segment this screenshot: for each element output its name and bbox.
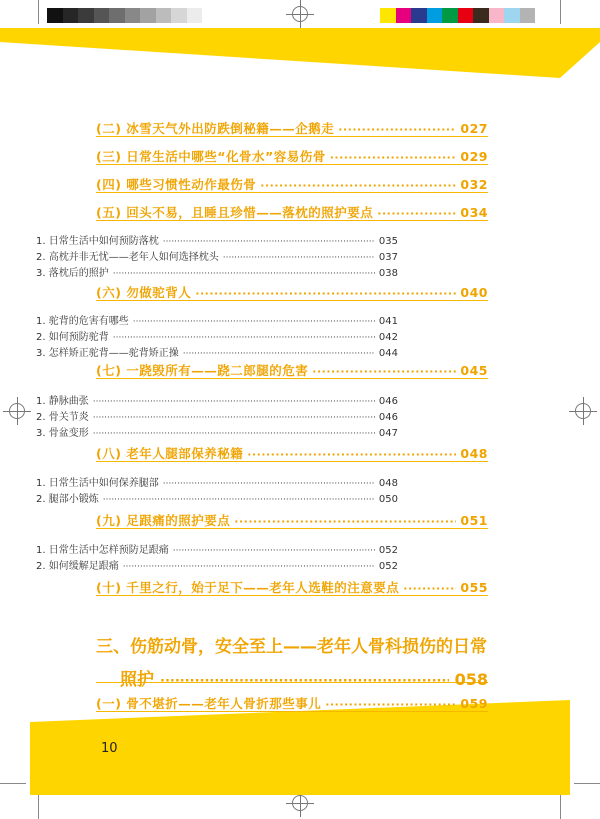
leader-dots [195,287,456,300]
toc-section-entry-page-number: 051 [460,513,488,528]
toc-section-entry[interactable] [96,578,488,596]
chapter-page-number: 058 [454,670,488,689]
chapter-title-line2: 照护 [120,670,154,690]
gray-swatch [94,8,110,23]
page-number: 10 [101,741,118,756]
toc-section-entry-page-number: 032 [460,177,488,192]
toc-section-entry-title: (二) 冰雪天气外出防跌倒秘籍——企鹅走 [96,121,335,136]
color-swatch [427,8,443,23]
toc-subsection-entry-title: 3. 骨盆变形 [36,428,89,439]
toc-subsection-entry[interactable] [36,344,398,359]
gray-calibration-bar [47,8,202,23]
leader-dots [93,413,375,423]
toc-section-entry-page-number: 048 [460,446,488,461]
toc-section-entry-title: (六) 勿做驼背人 [96,285,192,300]
leader-dots [234,515,456,528]
toc-section-entry[interactable] [96,694,488,712]
section-divider [96,192,488,193]
toc-subsection-entry-page-number: 048 [378,478,398,489]
toc-section-entry-title: (一) 骨不堪折——老年人骨折那些事儿 [96,696,322,711]
toc-section-entry[interactable] [96,175,488,193]
toc-subsection-entry-page-number: 044 [378,348,398,359]
toc-section-entry-page-number: 040 [460,285,488,300]
toc-section-entry-title: (九) 足跟痛的照护要点 [96,513,231,528]
color-swatch [520,8,536,23]
yellow-footer-band [0,700,600,819]
toc-section-entry[interactable] [96,119,488,137]
leader-dots [403,582,456,595]
toc-subsection-entry[interactable] [36,408,398,423]
toc-subsection-entry-title: 2. 如何缓解足跟痛 [36,561,119,572]
toc-subsection-entry-title: 1. 驼背的危害有哪些 [36,316,129,327]
gray-swatch [156,8,172,23]
crop-mark [560,0,561,24]
toc-section-entry-title: (八) 老年人腿部保养秘籍 [96,446,244,461]
toc-subsection-entry-title: 3. 落枕后的照护 [36,268,109,279]
color-swatch [396,8,412,23]
registration-mark-top [286,0,314,28]
chapter-heading[interactable] [96,632,488,690]
section-divider [96,711,488,712]
section-divider [96,595,488,596]
toc-subsection-entry-title: 2. 高枕并非无忧——老年人如何选择枕头 [36,252,219,263]
toc-section-entry-title: (十) 千里之行，始于足下——老年人选鞋的注意要点 [96,580,400,595]
toc-subsection-entry-title: 1. 日常生活中如何预防落枕 [36,236,159,247]
gray-swatch [47,8,63,23]
section-divider [96,300,488,301]
registration-mark-left [3,397,31,425]
toc-section-entry-page-number: 034 [460,205,488,220]
toc-subsection-entry-title: 2. 骨关节炎 [36,412,89,423]
leader-dots [377,207,456,220]
leader-dots [113,333,375,343]
gray-swatch [187,8,203,23]
gray-swatch [78,8,94,23]
leader-dots [163,479,375,489]
toc-subsection-entry-page-number: 052 [378,561,398,572]
gray-swatch [125,8,141,23]
toc-section-entry-title: (七) 一跷毁所有——跷二郎腿的危害 [96,363,309,378]
toc-section-entry[interactable] [96,203,488,221]
registration-mark-right [569,397,597,425]
section-divider [96,378,488,379]
section-divider [96,461,488,462]
leader-dots [160,674,449,689]
toc-section-entry[interactable] [96,511,488,529]
toc-subsection-entry-title: 2. 如何预防驼背 [36,332,109,343]
toc-subsection-entry-title: 1. 日常生活中如何保养腿部 [36,478,159,489]
toc-section-entry-title: (五) 回头不易，且睡且珍惜——落枕的照护要点 [96,205,374,220]
toc-subsection-entry-page-number: 038 [378,268,398,279]
toc-section-entry[interactable] [96,361,488,379]
toc-section-entry[interactable] [96,147,488,165]
toc-subsection-entry-title: 3. 怎样矫正驼背——驼背矫正操 [36,348,179,359]
toc-subsection-entry[interactable] [36,328,398,343]
leader-dots [163,237,375,247]
leader-dots [183,349,375,359]
toc-subsection-entry-title: 1. 日常生活中怎样预防足跟痛 [36,545,169,556]
toc-subsection-entry-title: 2. 腿部小锻炼 [36,494,99,505]
toc-subsection-entry[interactable] [36,474,398,489]
toc-subsection-entry[interactable] [36,541,398,556]
section-divider [96,220,488,221]
color-swatch [458,8,474,23]
color-calibration-bar [380,8,535,23]
section-divider [96,528,488,529]
toc-subsection-entry[interactable] [36,490,398,505]
section-divider [96,136,488,137]
toc-subsection-entry[interactable] [36,557,398,572]
toc-subsection-entry-page-number: 041 [378,316,398,327]
toc-subsection-entry[interactable] [36,264,398,279]
toc-section-entry-page-number: 059 [460,696,488,711]
yellow-header-shape [0,28,600,78]
toc-section-entry[interactable] [96,444,488,462]
section-divider [96,164,488,165]
toc-subsection-entry[interactable] [36,392,398,407]
gray-swatch [63,8,79,23]
leader-dots [247,448,456,461]
toc-subsection-entry[interactable] [36,424,398,439]
toc-section-entry-page-number: 027 [460,121,488,136]
toc-subsection-entry-page-number: 047 [378,428,398,439]
leader-dots [223,253,375,263]
leader-dots [133,317,375,327]
gray-swatch [109,8,125,23]
color-swatch [442,8,458,23]
toc-subsection-entry-page-number: 035 [378,236,398,247]
leader-dots [260,179,456,192]
color-swatch [380,8,396,23]
leader-dots [330,151,457,164]
toc-subsection-entry[interactable] [36,248,398,263]
toc-subsection-entry-page-number: 046 [378,396,398,407]
toc-subsection-entry[interactable] [36,232,398,247]
color-swatch [411,8,427,23]
color-swatch [504,8,520,23]
toc-subsection-entry[interactable] [36,312,398,327]
gray-swatch [171,8,187,23]
leader-dots [173,546,375,556]
toc-section-entry[interactable] [96,283,488,301]
toc-section-entry-title: (三) 日常生活中哪些“化骨水”容易伤骨 [96,149,326,164]
leader-dots [113,269,375,279]
leader-dots [312,365,456,378]
chapter-title-line1: 三、伤筋动骨，安全至上——老年人骨科损伤的日常 [96,637,487,657]
toc-subsection-entry-page-number: 037 [378,252,398,263]
leader-dots [103,495,375,505]
toc-subsection-entry-page-number: 052 [378,545,398,556]
toc-subsection-entry-page-number: 046 [378,412,398,423]
gray-swatch [140,8,156,23]
leader-dots [123,562,375,572]
toc-section-entry-title: (四) 哪些习惯性动作最伤骨 [96,177,257,192]
toc-section-entry-page-number: 029 [460,149,488,164]
yellow-header-band [0,28,600,78]
leader-dots [93,429,375,439]
leader-dots [325,698,456,711]
toc-subsection-entry-title: 1. 静脉曲张 [36,396,89,407]
leader-dots [338,123,456,136]
toc-section-entry-page-number: 055 [460,580,488,595]
crop-mark [38,0,39,24]
toc-subsection-entry-page-number: 042 [378,332,398,343]
leader-dots [93,397,375,407]
toc-section-entry-page-number: 045 [460,363,488,378]
color-swatch [473,8,489,23]
toc-subsection-entry-page-number: 050 [378,494,398,505]
color-swatch [489,8,505,23]
